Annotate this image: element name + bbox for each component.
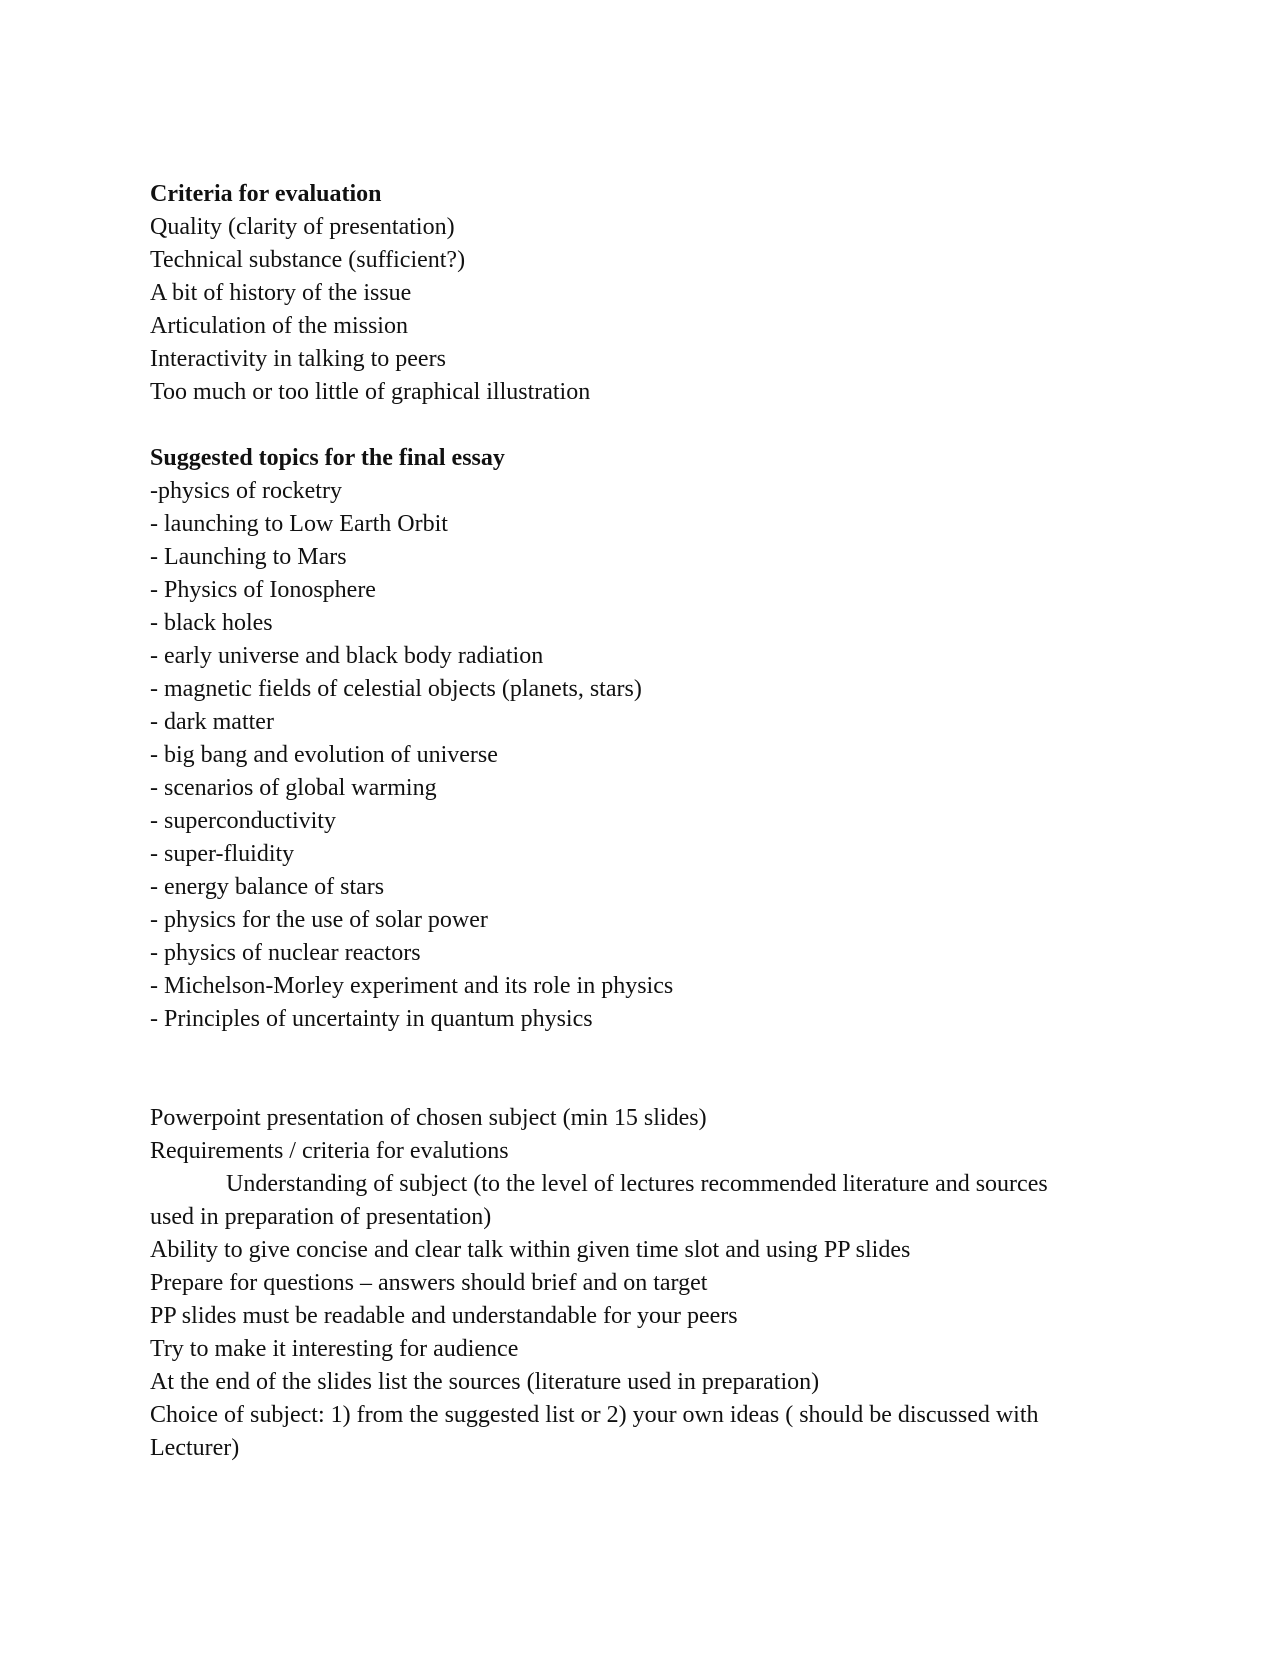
topic-item: - scenarios of global warming — [150, 775, 437, 801]
topic-item: - dark matter — [150, 709, 274, 735]
topic-item: - energy balance of stars — [150, 874, 385, 900]
topics-heading: Suggested topics for the final essay — [150, 445, 505, 471]
topic-item: - magnetic fields of celestial objects (planets, stars) — [150, 676, 642, 702]
presentation-paragraph: Choice of subject: 1) from the suggested list or 2) your own ideas ( should be discussed with Lecturer) — [150, 1402, 1039, 1461]
criteria-heading: Criteria for evaluation — [150, 181, 382, 207]
topic-item: - early universe and black body radiation — [150, 643, 544, 669]
topic-item: - Michelson-Morley experiment and its role in physics — [150, 973, 674, 999]
topic-item: -physics of rocketry — [150, 478, 342, 504]
section-gap — [150, 1036, 1090, 1102]
topic-item: - superconductivity — [150, 808, 336, 834]
criteria-item: Technical substance (sufficient?) — [150, 247, 466, 273]
topic-item: - physics of nuclear reactors — [150, 940, 421, 966]
criteria-item: Articulation of the mission — [150, 313, 408, 339]
topic-item: - Launching to Mars — [150, 544, 347, 570]
presentation-line: Ability to give concise and clear talk within given time slot and using PP slides — [150, 1237, 911, 1263]
criteria-item: Quality (clarity of presentation) — [150, 214, 455, 240]
topic-item: - black holes — [150, 610, 273, 636]
presentation-line: At the end of the slides list the sources (literature used in preparation) — [150, 1369, 820, 1395]
topic-item: - launching to Low Earth Orbit — [150, 511, 448, 537]
topic-item: - big bang and evolution of universe — [150, 742, 498, 768]
criteria-item: Too much or too little of graphical illustration — [150, 379, 591, 405]
topic-item: - Physics of Ionosphere — [150, 577, 376, 603]
presentation-line: Prepare for questions – answers should brief and on target — [150, 1270, 708, 1296]
presentation-indented-paragraph: Understanding of subject (to the level of lectures recommended literature and sources used in preparation of presentation) — [150, 1171, 1048, 1230]
presentation-line: PP slides must be readable and understandable for your peers — [150, 1303, 738, 1329]
presentation-line: Requirements / criteria for evalutions — [150, 1138, 509, 1164]
criteria-item: A bit of history of the issue — [150, 280, 412, 306]
document-content — [150, 178, 1090, 1465]
section-gap — [150, 409, 1090, 442]
topic-item: - physics for the use of solar power — [150, 907, 488, 933]
presentation-line: Powerpoint presentation of chosen subject (min 15 slides) — [150, 1105, 707, 1131]
presentation-line: Try to make it interesting for audience — [150, 1336, 519, 1362]
criteria-item: Interactivity in talking to peers — [150, 346, 446, 372]
topic-item: - super-fluidity — [150, 841, 295, 867]
topic-item: - Principles of uncertainty in quantum physics — [150, 1006, 593, 1032]
